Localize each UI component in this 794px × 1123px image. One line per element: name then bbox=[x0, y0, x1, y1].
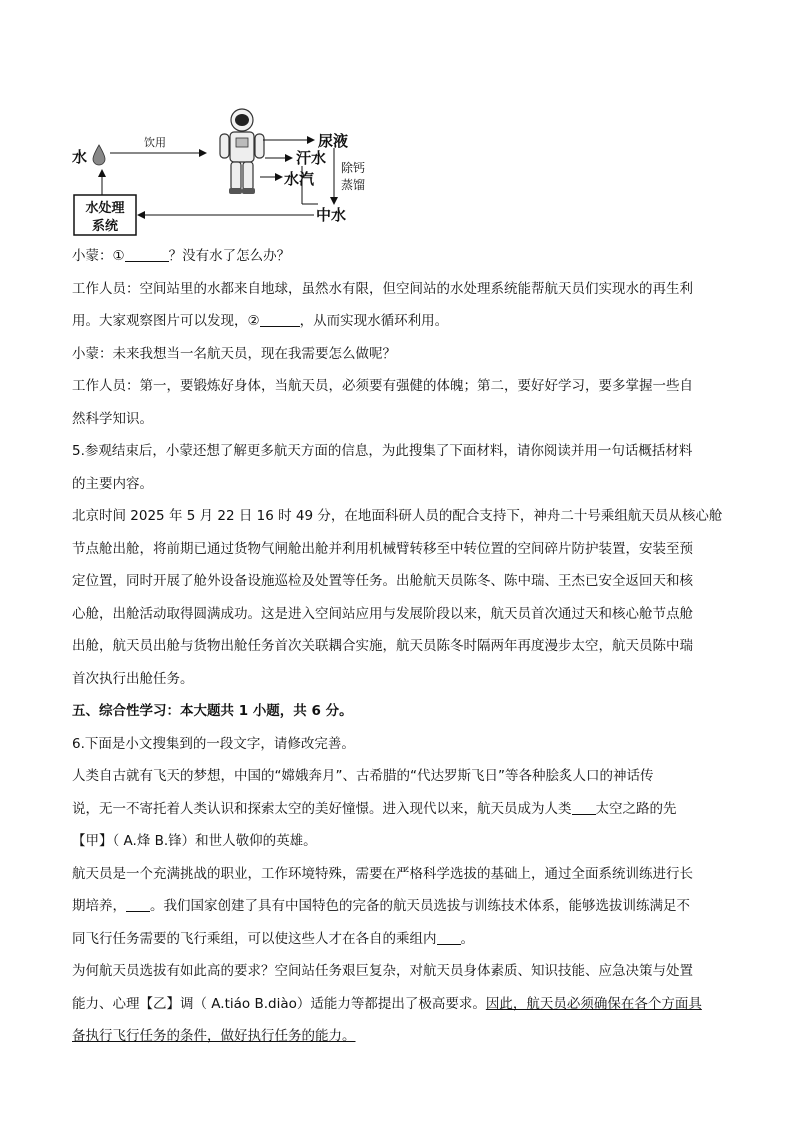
urine-label: 尿液 bbox=[318, 132, 349, 150]
water-cycle-diagram bbox=[60, 100, 370, 240]
line-4: 小蒙：未来我想当一名航天员，现在我需要怎么做呢？ bbox=[72, 345, 396, 362]
answer-blank-1[interactable] bbox=[125, 247, 169, 262]
passage-line-1: 人类自古就有飞天的梦想，中国的“嫦娥奔月”、古希腊的“代达罗斯飞日”等各种脍炙人口的神话传 bbox=[72, 768, 654, 784]
astronaut-icon bbox=[220, 109, 264, 194]
passage-line-9 bbox=[72, 1020, 732, 1053]
material-line-2: 节点舱出舱，将前期已通过货物气闸舱出舱并利用机械臂转移至中转位置的空间碎片防护装置，安装至预 bbox=[72, 540, 693, 557]
question-5: 5.参观结束后，小蒙还想了解更多航天方面的信息，为此搜集了下面材料，请你阅读并用一句话概括材料 bbox=[72, 443, 693, 459]
underlined-sentence-part-1: 因此，航天员必须确保在各个方面具 bbox=[485, 995, 702, 1012]
material-line-5: 出舱，航天员出舱与货物出舱任务首次关联耦合实施，航天员陈冬时隔两年再度漫步太空，航天员陈中瑞 bbox=[72, 638, 693, 654]
line-2: 工作人员：空间站里的水都来自地球，虽然水有限，但空间站的水处理系统能帮航天员们实现水的再生利 bbox=[72, 280, 693, 297]
line-5: 工作人员：第一，要锻炼好身体，当航天员，必须要有强健的体魄；第二，要好好学习，要多掌握一些自 bbox=[72, 378, 693, 394]
question-6: 6.下面是小文搜集到的一段文字，请修改完善。 bbox=[72, 735, 355, 752]
answer-blank-3[interactable] bbox=[572, 800, 596, 815]
line-6: 然科学知识。 bbox=[72, 410, 153, 427]
line-8: 的主要内容。 bbox=[72, 475, 153, 492]
underlined-sentence-part-2: 备执行飞行任务的条件，做好执行任务的能力。 bbox=[72, 1028, 356, 1044]
passage-line-3: 【甲】（ A.烽 B.锋）和世人敬仰的英雄。 bbox=[72, 833, 317, 849]
passage-line-7: 为何航天员选拔有如此高的要求？空间站任务艰巨复杂，对航天员身体素质、知识技能、应急决策与处置 bbox=[72, 963, 693, 979]
water-label: 水 bbox=[72, 148, 88, 166]
line-1: 小蒙：① ？没有水了怎么办？ bbox=[72, 248, 291, 264]
passage-line-5: 期培养， 。我们国家创建了具有中国特色的完备的航天员选拔与训练技术体系，能够选拔训练满足不 bbox=[72, 898, 690, 914]
document-body bbox=[72, 240, 732, 1053]
material-line-1: 北京时间 2025 年 5 月 22 日 16 时 49 分，在地面科研人员的配合支持下，神舟二十号乘组航天员从核心舱 bbox=[72, 508, 723, 524]
greywater-label: 中水 bbox=[316, 206, 347, 224]
section-5-heading: 五、综合性学习：本大题共 1 小题，共 6 分。 bbox=[72, 703, 353, 719]
decalcify-label: 除钙 bbox=[341, 161, 366, 175]
line-3: 用。大家观察图片可以发现，② ，从而实现水循环利用。 bbox=[72, 313, 449, 329]
passage-line-4: 航天员是一个充满挑战的职业，工作环境特殊，需要在严格科学选拔的基础上，通过全面系统训练进行长 bbox=[72, 865, 693, 882]
answer-blank-4[interactable] bbox=[126, 897, 150, 912]
material-line-3: 定位置，同时开展了舱外设备设施巡检及处置等任务。出舱航天员陈冬、陈中瑞、王杰已安全返回天和核 bbox=[72, 573, 693, 589]
system-label-line2: 系统 bbox=[91, 219, 119, 234]
passage-line-2: 说，无一不寄托着人类认识和探索太空的美好憧憬。进入现代以来，航天员成为人类 太空之路的先 bbox=[72, 800, 677, 817]
material-line-6: 首次执行出舱任务。 bbox=[72, 670, 194, 687]
vapor-label: 水汽 bbox=[284, 170, 315, 188]
answer-blank-5[interactable] bbox=[437, 930, 461, 945]
answer-blank-2[interactable] bbox=[260, 312, 300, 327]
water-drop-icon bbox=[93, 145, 105, 165]
distill-label: 蒸馏 bbox=[341, 178, 366, 192]
system-label-line1: 水处理 bbox=[85, 201, 125, 216]
passage-line-8: 能力、心理【乙】调（ A.tiáo B.diào）适能力等都提出了极高要求。因此，航天员必须确保在各个方面具 bbox=[72, 995, 702, 1012]
sweat-label: 汗水 bbox=[296, 149, 327, 167]
drink-label: 饮用 bbox=[144, 136, 166, 149]
material-line-4: 心舱，出舱活动取得圆满成功。这是进入空间站应用与发展阶段以来，航天员首次通过天和核心舱节点舱 bbox=[72, 605, 693, 622]
passage-line-6: 同飞行任务需要的飞行乘组，可以使这些人才在各自的乘组内 。 bbox=[72, 930, 474, 947]
